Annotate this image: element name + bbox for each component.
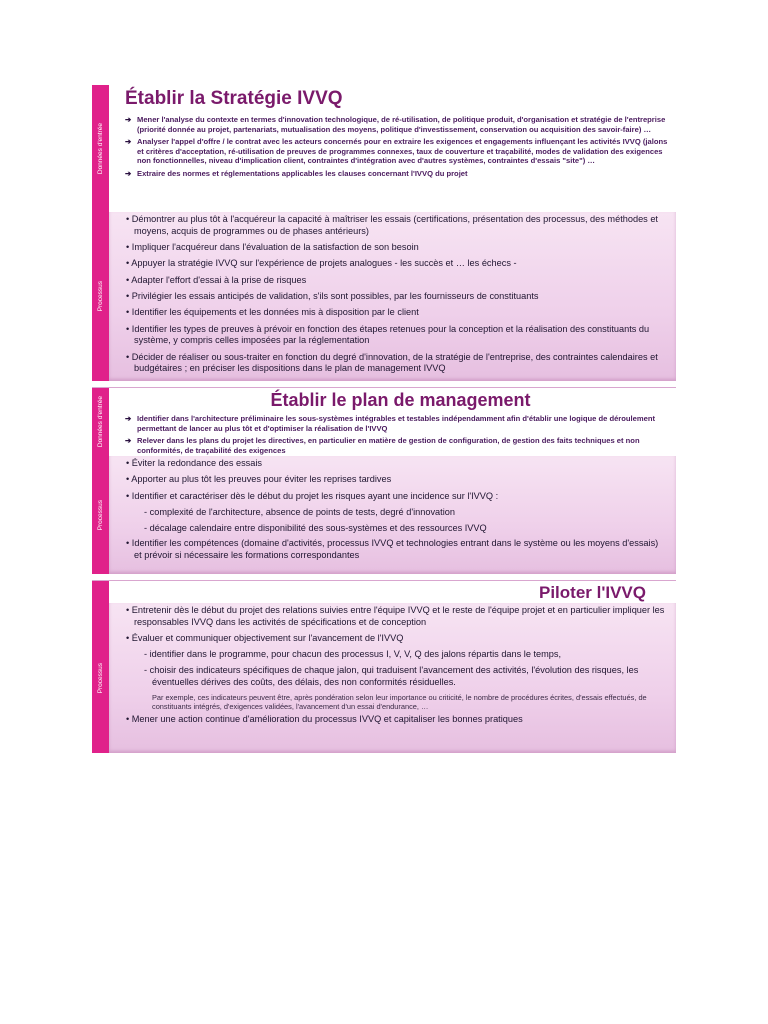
arrow-right-icon: ➔ xyxy=(125,115,132,124)
side-label-process: Processus xyxy=(92,456,109,574)
process-item: • Entretenir dès le début du projet des relations suivies entre l'équipe IVVQ et le reste de l'équipe projet et en particulier impliquer les responsables IVVQ dans les activités de spécifications et de conception xyxy=(126,605,665,627)
process-item: • Adapter l'effort d'essai à la prise de risques xyxy=(126,274,307,285)
process-item: • Identifier les équipements et les données mis à disposition par le client xyxy=(126,307,419,318)
process-area xyxy=(109,212,676,381)
process-item: • Identifier les compétences (domaine d'activités, processus IVVQ et technologies entrant dans le système ou les moyens d'essais) et prévoir si nécessaire les formations correspondantes xyxy=(126,538,659,561)
process-item: • Décider de réaliser ou sous-traiter en fonction du degré d'innovation, de la stratégie de l'entreprise, des contraintes calendaires et budgétaires ; en préciser les dispositions dans le plan de management IVVQ xyxy=(126,351,658,374)
document xyxy=(92,85,676,753)
process-subitem: - décalage calendaire entre disponibilité des sous-systèmes et des ressources IVVQ xyxy=(144,522,487,533)
process-subitem: - choisir des indicateurs spécifiques de chaque jalon, qui traduisent l'avancement des activités, l'évolution des risques, les éventuelles dérives des coûts, des délais, des non conformités résiduelles. xyxy=(144,665,639,687)
process-item: • Identifier et caractériser dès le début du projet les risques ayant une incidence sur l'IVVQ : xyxy=(126,490,499,501)
process-subitem: - complexité de l'architecture, absence de points de tests, degré d'innovation xyxy=(144,506,455,517)
section-piloter xyxy=(92,581,676,753)
process-item: • Apporter au plus tôt les preuves pour éviter les reprises tardives xyxy=(126,474,392,485)
input-item: ➔ Relever dans les plans du projet les directives, en particulier en matière de gestion de configuration, de gestion des faits techniques et non conformités, de traçabilité des exigences xyxy=(125,436,640,455)
inputs-area xyxy=(109,388,676,456)
section-title: Établir la Stratégie IVVQ xyxy=(125,88,343,109)
section-strategie xyxy=(92,85,676,381)
process-area xyxy=(109,456,676,574)
process-item: • Appuyer la stratégie IVVQ sur l'expérience de projets analogues - les succès et … les échecs - xyxy=(126,258,517,269)
input-item: ➔ Analyser l'appel d'offre / le contrat avec les acteurs concernés pour en extraire les exigences et engagements influençant les activités IVVQ (jalons et critères d'acceptation, ré-utilisation de preuves de programmes connexes, taux de couverture et traçabilité, modes de validation des exigences non fonctionnelles, niveau d'implication client, contraintes d'intégration avec d'autres systèmes, contraintes d'essais "site") … xyxy=(125,137,668,166)
input-item: ➔ Mener l'analyse du contexte en termes d'innovation technologique, de ré-utilisation, de politique produit, d'organisation et stratégie de l'entreprise (priorité donnée au projet, partenariats, mutualisation des moyens, politique d'investissement, conservation ou acquisition des savoir-faire) … xyxy=(125,115,666,134)
side-label-process: Processus xyxy=(92,212,109,381)
side-strip xyxy=(92,581,109,603)
process-note: Par exemple, ces indicateurs peuvent être, après pondération selon leur importance ou criticité, le nombre de procédures écrites, d'essais effectués, de constituants intégrés, d'exigences validées, l'avancement d'un essai d'endurance, … xyxy=(152,692,647,711)
process-item: • Mener une action continue d'amélioration du processus IVVQ et capitaliser les bonnes pratiques xyxy=(126,713,523,724)
process-item: • Impliquer l'acquéreur dans l'évaluation de la satisfaction de son besoin xyxy=(126,242,419,253)
input-item: ➔ Extraire des normes et réglementations applicables les clauses concernant l'IVVQ du projet xyxy=(125,168,468,178)
arrow-right-icon: ➔ xyxy=(125,414,132,423)
title-area xyxy=(109,581,676,603)
process-subitem: - identifier dans le programme, pour chacun des processus I, V, V, Q des jalons répartis dans le temps, xyxy=(144,649,562,660)
side-label-inputs: Données d'entrée xyxy=(92,388,109,456)
input-item: ➔ Identifier dans l'architecture préliminaire les sous-systèmes intégrables et testables indépendamment afin d'établir une logique de déroulement permettant de lancer au plus tôt et d'optimiser la réalisation de l'IVVQ xyxy=(125,414,656,433)
section-plan-management xyxy=(92,388,676,574)
section-title: Piloter l'IVVQ xyxy=(538,583,646,602)
side-label-inputs: Données d'entrée xyxy=(92,85,109,212)
process-item: • Privilégier les essais anticipés de validation, s'ils sont possibles, par les fournisseurs de constituants xyxy=(126,290,539,301)
process-item: • Éviter la redondance des essais xyxy=(126,458,263,468)
arrow-right-icon: ➔ xyxy=(125,168,132,178)
arrow-right-icon: ➔ xyxy=(125,436,132,446)
section-title: Établir le plan de management xyxy=(270,390,531,410)
inputs-area xyxy=(109,85,676,212)
process-item: • Évaluer et communiquer objectivement sur l'avancement de l'IVVQ xyxy=(126,633,404,644)
process-item: • Démontrer au plus tôt à l'acquéreur la capacité à maîtriser les essais (certifications, présentation des processus, des méthodes et moyens, acquis de programmes ou de phases antérieurs) xyxy=(126,214,658,236)
arrow-right-icon: ➔ xyxy=(125,137,132,147)
process-area xyxy=(109,603,676,753)
side-label-process: Processus xyxy=(92,603,109,753)
process-item: • Identifier les types de preuves à prévoir en fonction des étapes retenues pour la conception et la réalisation des constituants du système, y compris celles imposées par la réglementation xyxy=(126,323,650,346)
